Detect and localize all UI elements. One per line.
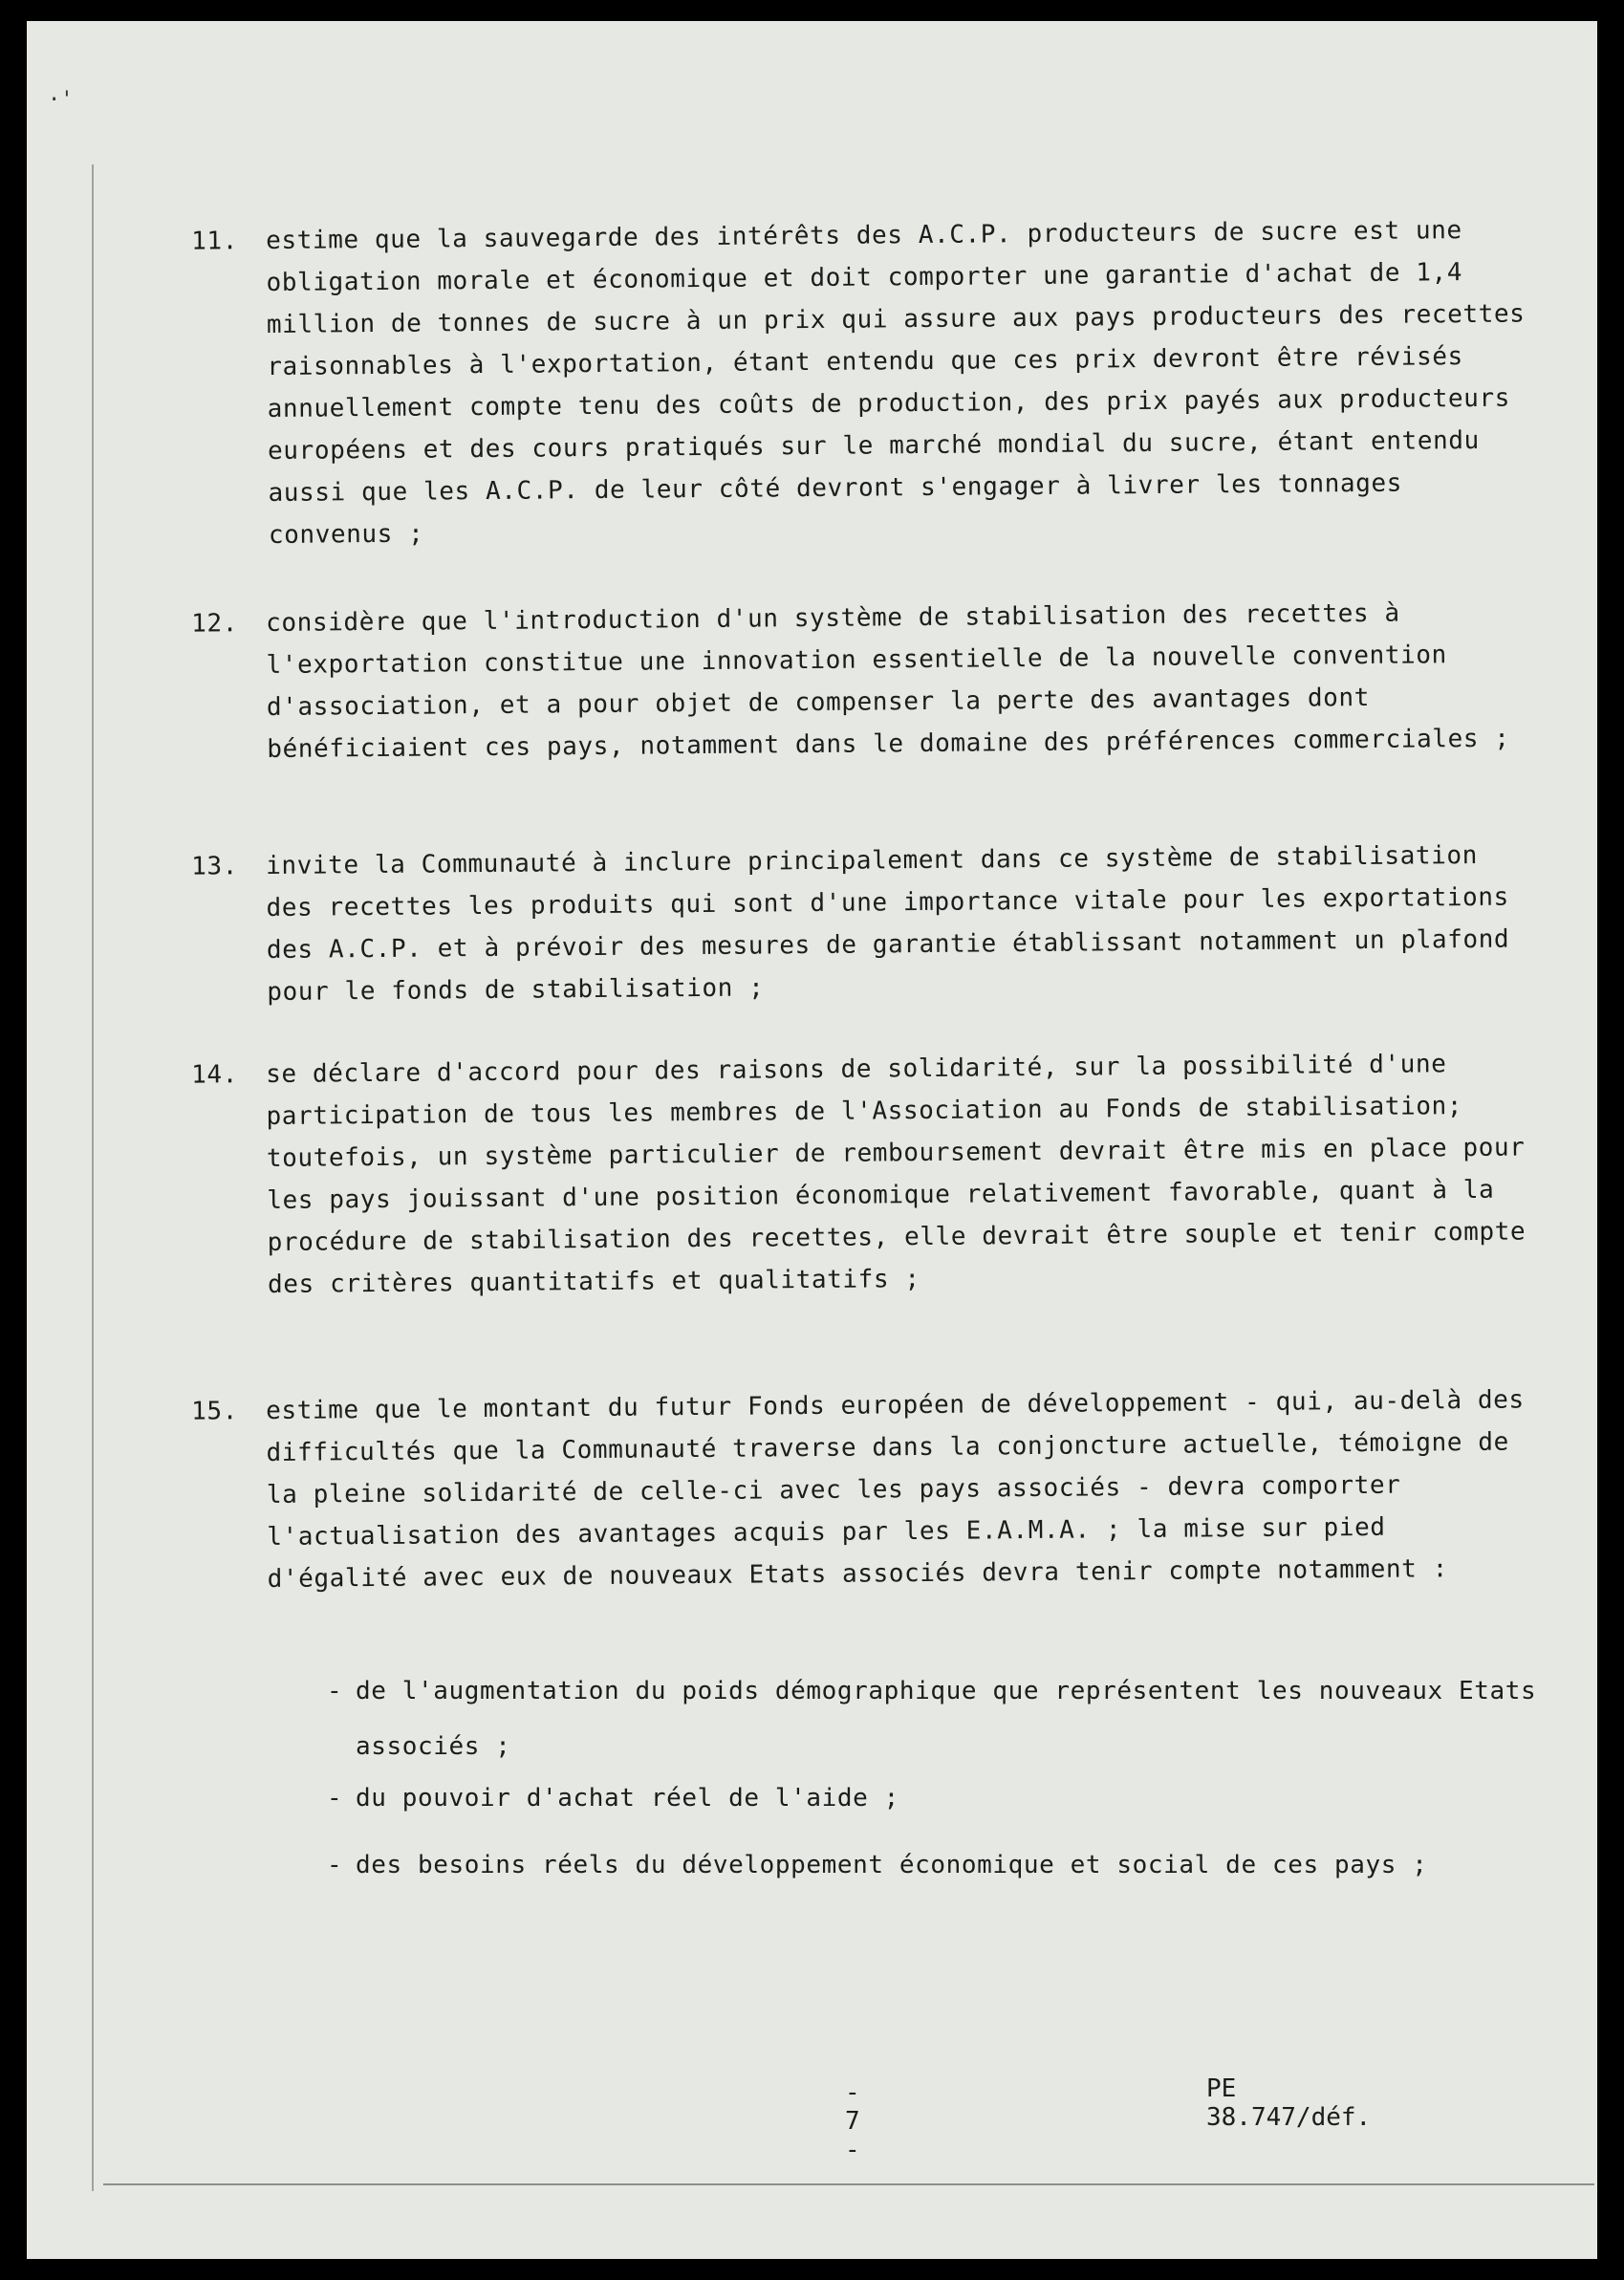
bullet-dash: - <box>327 1784 343 1813</box>
bullet-text: du pouvoir d'achat réel de l'aide ; <box>356 1784 899 1813</box>
paragraph-text: se déclare d'accord pour des raisons de solidarité, sur la possibilité d'une participation de tous les membres de l'Association au Fonds de stabilisation; toutefois, un système particulier de remboursement devrait être mis en place pour les pays jouissant d'une position économique relativement favorable, quant à la procédure de stabilisation des recettes, elle devrait être souple et tenir compte des critères quantitatifs et qualitatifs ; <box>266 1050 1527 1299</box>
bullet-dash: - <box>327 1851 343 1879</box>
paragraph-number: 14. <box>191 1060 239 1090</box>
bullet-text: des besoins réels du développement économique et social de ces pays ; <box>356 1851 1428 1879</box>
paragraph-15 <box>191 1379 1539 1600</box>
paragraph-14 <box>191 1042 1539 1306</box>
paragraph-number: 13. <box>191 852 239 881</box>
paragraph-text: estime que le montant du futur Fonds européen de développement - qui, au-delà des difficultés que la Communauté traverse dans la conjoncture actuelle, témoigne de la pleine solidarité de celle-ci avec les pays associés - devra comporter l'actualisation des avantages acquis par les E.A.M.A. ; la mise sur pied d'égalité avec eux de nouveaux Etats associés devra tenir compte notamment : <box>266 1385 1525 1594</box>
left-margin-rule <box>92 164 94 2191</box>
paragraph-text: estime que la sauvegarde des intérêts des A.C.P. producteurs de sucre est une obligation morale et économique et doit comporter une garantie d'achat de 1,4 million de tonnes de sucre à un prix qui assure aux pays producteurs des recettes raisonnables à l'exportation, étant entendu que ces prix devront être révisés annuellement compte tenu des coûts de production, des prix payés aux producteurs européens et des cours pratiqués sur le marché mondial du sucre, étant entendu aussi que les A.C.P. de leur côté devront s'engager à livrer les tonnages convenus ; <box>266 216 1526 550</box>
bullet-dash: - <box>327 1677 343 1705</box>
document-page <box>27 21 1597 2259</box>
paragraph-number: 11. <box>191 227 239 256</box>
bottom-rule <box>103 2183 1594 2185</box>
document-reference: PE 38.747/déf. <box>1206 2074 1372 2132</box>
bullet-item <box>327 1663 1541 1774</box>
bullet-item <box>327 1770 1541 1826</box>
paragraph-13 <box>191 834 1538 1013</box>
paragraph-text: considère que l'introduction d'un système de stabilisation des recettes à l'exportation constitue une innovation essentielle de la nouvelle convention d'association, et a pour objet de compenser la perte des avantages dont bénéficiaient ces pays, notamment dans le domaine des préférences commerciales ; <box>266 598 1510 764</box>
paragraph-text: invite la Communauté à inclure principalement dans ce système de stabilisation des recettes les produits qui sont d'une importance vitale pour les exportations des A.C.P. et à prévoir des mesures de garantie établissant notamment un plafond pour le fonds de stabilisation ; <box>266 840 1510 1007</box>
paragraph-number: 12. <box>191 609 239 639</box>
bullet-text: de l'augmentation du poids démographique que représentent les nouveaux Etats associés ; <box>356 1677 1537 1761</box>
page-number: - 7 - <box>845 2078 860 2164</box>
paragraph-12 <box>191 591 1538 771</box>
paragraph-number: 15. <box>191 1397 239 1426</box>
paragraph-11 <box>191 208 1540 556</box>
scan-mark: ·' <box>48 88 74 112</box>
bullet-item <box>327 1837 1541 1893</box>
